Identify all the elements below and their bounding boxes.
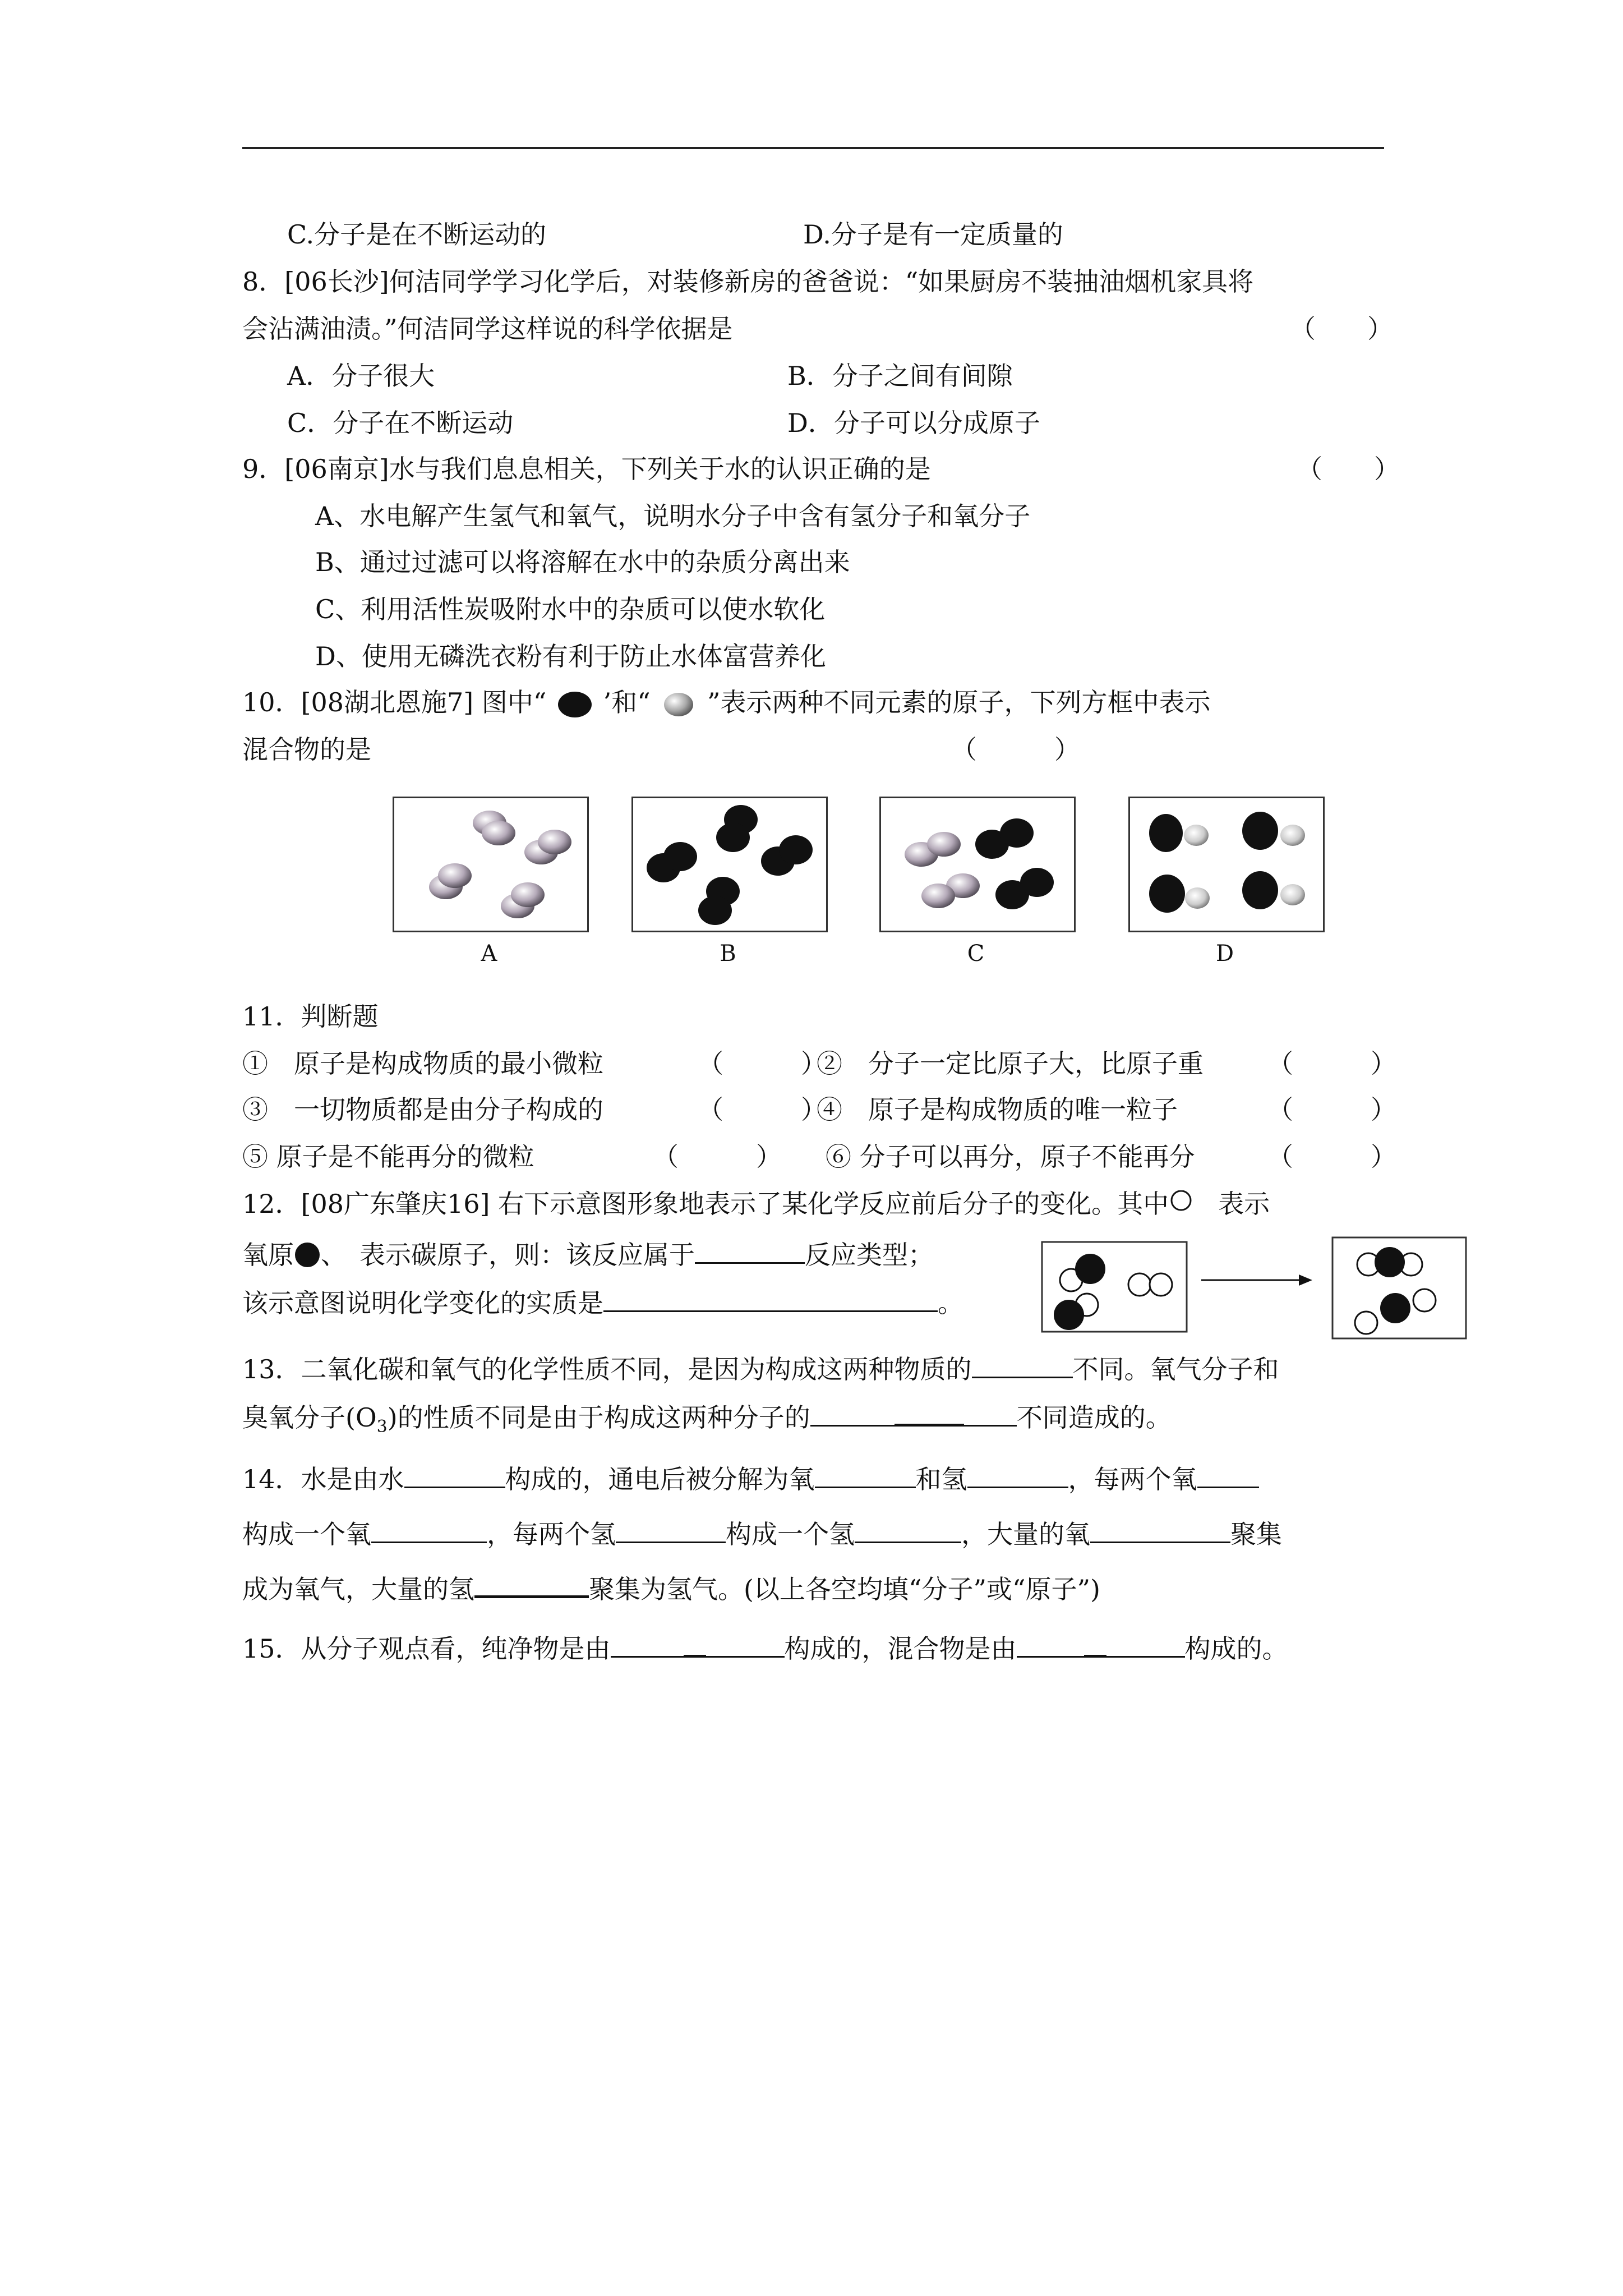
- box-c-label: C: [967, 941, 985, 967]
- q13-subscript: 3: [376, 1417, 388, 1437]
- q12-line3: [242, 1286, 963, 1320]
- q14-blank-4[interactable]: [1197, 1462, 1259, 1488]
- box-d: [1128, 797, 1325, 932]
- q15-line: [242, 1630, 1288, 1665]
- q12-line2-b: 、 表示碳原子，则：该反应属于: [321, 1240, 695, 1270]
- q14-l2-text-4: ，大量的氧: [961, 1519, 1090, 1549]
- q11-item-3-paren: （ ）: [698, 1094, 827, 1125]
- q12-line2: [242, 1237, 934, 1273]
- q11-item-1: ① 原子是构成物质的最小微粒: [242, 1048, 603, 1079]
- q14-l3-text-1: 成为氧气，大量的氢: [242, 1574, 474, 1604]
- q11-item-5-paren: （ ）: [653, 1142, 782, 1172]
- box-a-label: A: [481, 941, 497, 967]
- q9-option-a: A、水电解产生氢气和氧气，说明水分子中含有氢分子和氧分子: [315, 501, 1031, 531]
- box-c: [879, 797, 1076, 932]
- q14-l1-text-3: 和氢: [915, 1464, 967, 1494]
- q10-stem-part2: ’和“: [603, 687, 651, 717]
- q14-blank-9[interactable]: [474, 1571, 589, 1598]
- q15-text-1: 15．从分子观点看，纯净物是由: [242, 1634, 611, 1664]
- q15-blank-2a[interactable]: [1017, 1631, 1084, 1658]
- q13-line1: [242, 1352, 1279, 1386]
- q8-stem-line2: 会沾满油渍。”何洁同学这样说的科学依据是: [242, 314, 733, 344]
- q14-l1-text-1: 14．水是由水: [242, 1464, 404, 1494]
- q11-item-2: ② 分子一定比原子大，比原子重: [817, 1048, 1204, 1079]
- q13-line2-c: 不同造成的。: [1016, 1402, 1172, 1433]
- q9-option-d: D、使用无磷洗衣粉有利于防止水体富营养化: [315, 641, 826, 671]
- q14-l2-text-1: 构成一个氧: [242, 1519, 371, 1549]
- q12-blank-1[interactable]: [695, 1237, 805, 1264]
- q11-item-6: ⑥ 分子可以再分，原子不能再分: [826, 1142, 1195, 1172]
- q14-blank-2[interactable]: [815, 1462, 916, 1488]
- q9-option-b: B、通过过滤可以将溶解在水中的杂质分离出来: [315, 547, 850, 577]
- q10-stem-line2: 混合物的是: [242, 734, 371, 765]
- q15-text-2: 构成的，混合物是由: [784, 1634, 1017, 1664]
- q14-line1: [242, 1462, 1259, 1496]
- q8-option-a: A．分子很大: [287, 361, 435, 391]
- q14-line2: [242, 1517, 1282, 1551]
- box-d-label: D: [1215, 941, 1234, 967]
- q12-line3-a: 该示意图说明化学变化的实质是: [242, 1288, 603, 1318]
- q11-title: 11．判断题: [242, 1001, 379, 1032]
- q14-line3: [242, 1571, 1100, 1606]
- q13-line2: [242, 1399, 1172, 1444]
- q15-blank-1c[interactable]: [706, 1631, 785, 1658]
- q11-item-3: ③ 一切物质都是由分子构成的: [242, 1094, 603, 1125]
- q11-item-2-paren: （ ）: [1267, 1048, 1396, 1079]
- q12-line3-b: 。: [938, 1288, 963, 1318]
- q8-option-d: D．分子可以分成原子: [787, 408, 1040, 438]
- q7-option-d: D.分子是有一定质量的: [803, 219, 1063, 250]
- q14-blank-6[interactable]: [616, 1517, 726, 1543]
- header-rule: [242, 147, 1384, 149]
- q11-item-6-paren: （ ）: [1267, 1142, 1396, 1172]
- q15-text-3: 构成的。: [1184, 1634, 1288, 1664]
- q13-line1-a: 13．二氧化碳和氧气的化学性质不同，是因为构成这两种物质的: [242, 1354, 972, 1384]
- q13-line1-b: 不同。氧气分子和: [1072, 1354, 1279, 1384]
- q8-answer-paren: （ ）: [1290, 314, 1393, 344]
- q11-item-5: ⑤ 原子是不能再分的微粒: [242, 1142, 534, 1172]
- q10-diagram-boxes: [393, 797, 1335, 976]
- q9-option-c: C、利用活性炭吸附水中的杂质可以使水软化: [315, 594, 826, 624]
- q14-l1-text-2: 构成的，通电后被分解为氧: [505, 1464, 815, 1494]
- q13-blank-1[interactable]: [972, 1352, 1073, 1378]
- q13-blank-2c[interactable]: [964, 1400, 1017, 1427]
- q9-stem: 9．[06南京]水与我们息息相关，下列关于水的认识正确的是: [242, 454, 931, 484]
- white-circle-icon: [1169, 1190, 1196, 1222]
- q14-blank-5[interactable]: [371, 1517, 487, 1543]
- q13-blank-2b[interactable]: [895, 1399, 964, 1427]
- q14-blank-3[interactable]: [967, 1462, 1068, 1488]
- q15-blank-2c[interactable]: [1106, 1631, 1185, 1658]
- q14-l1-text-4: ，每两个氧: [1068, 1464, 1197, 1494]
- q15-blank-1b[interactable]: [684, 1630, 706, 1658]
- q12-line2-c: 反应类型；: [805, 1240, 934, 1270]
- q12-line2-a: 氧原: [242, 1240, 294, 1270]
- q12-reaction-diagram: [1041, 1236, 1467, 1351]
- q9-answer-paren: （ ）: [1297, 454, 1400, 484]
- q15-blank-1a[interactable]: [611, 1631, 684, 1658]
- q8-option-c: C．分子在不断运动: [287, 408, 514, 438]
- q13-line2-a: 臭氧分子(O: [242, 1402, 377, 1433]
- q11-item-1-paren: （ ）: [698, 1048, 827, 1079]
- q7-option-c: C.分子是在不断运动的: [287, 219, 547, 250]
- gray-atom-icon: [658, 689, 699, 720]
- q10-answer-paren: （ ）: [951, 734, 1080, 765]
- q14-l3-text-2: 聚集为氢气。(以上各空均填“分子”或“原子”): [589, 1574, 1100, 1604]
- q12-line1: [242, 1187, 1270, 1222]
- q14-l2-text-2: ，每两个氢: [487, 1519, 616, 1549]
- q8-option-b: B．分子之间有间隙: [787, 361, 1013, 391]
- q12-blank-2[interactable]: [603, 1286, 938, 1312]
- q12-line1-a: 12．[08广东肇庆16] 右下示意图形象地表示了某化学反应前后分子的变化。其中: [242, 1189, 1169, 1219]
- q14-blank-8[interactable]: [1090, 1517, 1230, 1543]
- black-circle-icon: [294, 1241, 321, 1273]
- q14-blank-7[interactable]: [855, 1517, 961, 1543]
- q10-stem-part1: 10．[08湖北恩施7] 图中“: [242, 687, 547, 717]
- box-b: [631, 797, 828, 932]
- box-b-label: B: [720, 941, 736, 967]
- q14-blank-1[interactable]: [404, 1462, 505, 1488]
- q10-stem-part3: ”表示两种不同元素的原子，下列方框中表示: [707, 687, 1211, 717]
- q11-item-4: ④ 原子是构成物质的唯一粒子: [817, 1094, 1178, 1125]
- box-a: [393, 797, 589, 932]
- q14-l2-text-3: 构成一个氢: [726, 1519, 855, 1549]
- q13-line2-b: )的性质不同是由于构成这两种分子的: [387, 1402, 810, 1433]
- black-atom-icon: [555, 689, 595, 720]
- q14-l2-text-5: 聚集: [1230, 1519, 1282, 1549]
- q13-blank-2a[interactable]: [810, 1400, 895, 1427]
- q11-item-4-paren: （ ）: [1267, 1094, 1396, 1125]
- q8-stem-line1: 8．[06长沙]何洁同学学习化学后，对装修新房的爸爸说：“如果厨房不装抽油烟机家具将: [242, 266, 1254, 297]
- q15-blank-2b[interactable]: [1084, 1630, 1106, 1658]
- q12-line1-b: 表示: [1218, 1189, 1270, 1219]
- q10-stem-line1: [242, 685, 1211, 720]
